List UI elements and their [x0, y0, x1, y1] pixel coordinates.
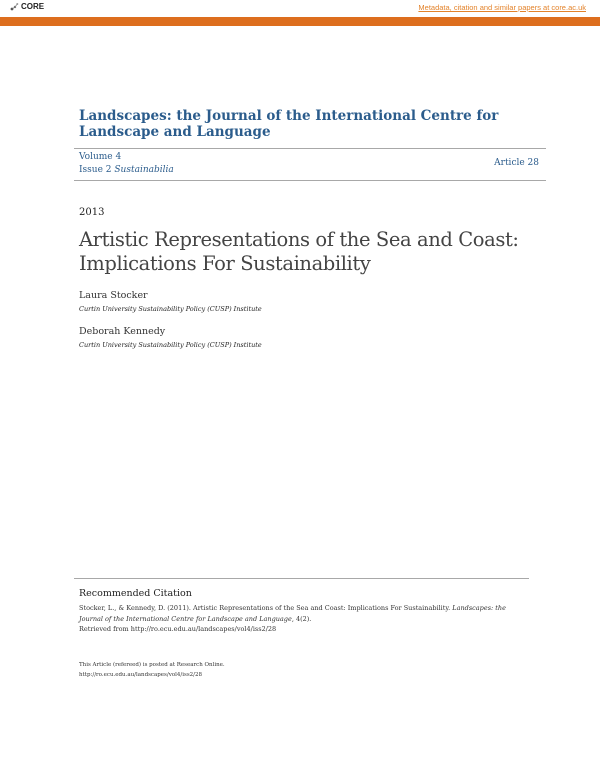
core-header [0, 0, 600, 17]
core-logo-text: CORE [21, 2, 45, 11]
core-metadata-link[interactable]: Metadata, citation and similar papers at core.ac.uk [418, 3, 586, 12]
citation-text [79, 603, 529, 635]
journal-title-line1: Landscapes: the Journal of the International Centre for [79, 108, 499, 124]
provided-by-text: Provided by Research Online @ ECU [10, 35, 102, 41]
paper-title-line2: Implications For Sustainability [79, 252, 371, 275]
citation-retrieved[interactable]: Retrieved from http://ro.ecu.edu.au/landscapes/vol4/iss2/28 [79, 625, 277, 633]
citation-journal-part2: Journal of the International Centre for Landscape and Language [79, 614, 292, 623]
citation-heading: Recommended Citation [79, 588, 192, 599]
journal-title[interactable] [79, 108, 519, 140]
issue-name: Sustainabilia [114, 165, 174, 175]
author-name[interactable]: Laura Stocker [79, 290, 148, 301]
paper-title-line1: Artistic Representations of the Sea and Coast: [79, 228, 519, 251]
paper-title [79, 228, 549, 276]
volume-link[interactable]: Volume 4 [79, 152, 122, 162]
citation-body: Stocker, L., & Kennedy, D. (2011). Artistic Representations of the Sea and Coast: Implications For Sustainability. [79, 604, 451, 612]
provided-by-bar [0, 17, 600, 41]
author-name[interactable]: Deborah Kennedy [79, 326, 166, 337]
footer-url[interactable]: http://ro.ecu.edu.au/landscapes/vol4/iss2/28 [79, 672, 203, 678]
core-logo-icon [10, 2, 19, 11]
author-affiliation: Curtin University Sustainability Policy (CUSP) Institute [79, 305, 262, 313]
divider-bottom [74, 180, 546, 181]
article-number[interactable]: Article 28 [494, 158, 539, 168]
citation-divider [74, 578, 529, 579]
issue-number: Issue 2 [79, 165, 112, 175]
publication-year: 2013 [79, 207, 105, 218]
issue-link[interactable] [79, 165, 174, 175]
citation-journal-part1: Landscapes: the [452, 604, 506, 612]
citation-volume: , 4(2). [291, 614, 312, 623]
core-logo[interactable] [10, 2, 44, 11]
footer-posted: This Article (refereed) is posted at Research Online. [79, 662, 225, 668]
author-affiliation: Curtin University Sustainability Policy (CUSP) Institute [79, 341, 262, 349]
divider-top [74, 148, 546, 149]
journal-title-line2: Landscape and Language [79, 124, 271, 140]
